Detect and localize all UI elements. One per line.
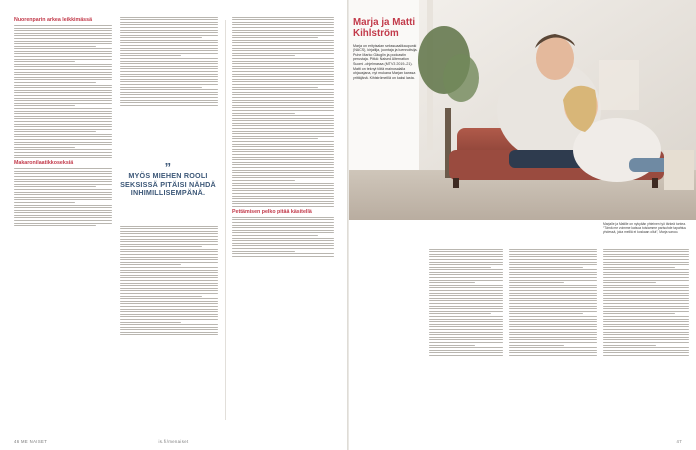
folio-center: is.fi/menaiset (158, 439, 189, 444)
column-divider (225, 20, 226, 420)
body-text-block (120, 226, 218, 336)
column-2-lower (120, 224, 218, 337)
folio-right: 47 (676, 439, 682, 444)
column-2 (120, 15, 218, 107)
body-text-block (603, 249, 689, 356)
body-text-block (232, 17, 334, 207)
body-text-block (429, 249, 503, 356)
right-page (349, 0, 696, 450)
body-text-block (14, 168, 112, 226)
body-text-block (120, 17, 218, 106)
body-text-block (14, 25, 112, 158)
column-3 (232, 15, 334, 258)
body-text-block (509, 249, 597, 356)
column-1 (14, 15, 112, 228)
left-page (0, 0, 347, 450)
profile-title: Marja ja Matti Kihlström (353, 17, 416, 39)
right-column-3 (603, 247, 689, 357)
pull-quote (119, 160, 217, 198)
quote-mark-icon: ” (164, 160, 172, 175)
heading-arjen-leikki: Nuorenparin arkea leikkimässä (14, 17, 93, 23)
heading-makaronilaatikko: Makaronilaatikkoseksiä (14, 160, 74, 167)
right-column-1 (429, 247, 503, 357)
pull-quote-text: MYÖS MIEHEN ROOLI SEKSISSÄ PITÄISI NÄHDÄ INHIMILLISEMPÄNÄ. (120, 171, 216, 198)
heading-pettamisen-pelko: Pettämisen pelko pitää käsitellä (232, 208, 312, 215)
body-text-block (232, 217, 334, 257)
couple-photo (349, 0, 696, 220)
folio-left: 46 ME NAISET (14, 439, 48, 444)
photo-caption (603, 222, 693, 235)
photo-caption-text: Marjalle ja Matille on nykyään yhteinen työ tärkeä tuntea. “Tämä me voimme katsoa toisiamme parisuhde tapahtuu yhdessä, joka meillä ei koskaan ollut”, Marja sanoo. (603, 222, 687, 235)
profile-box (353, 18, 420, 80)
profile-bio: Marja on erityisalan sekssuaalikaupunki (NACS), kirjailija, juontaja ja luennoitsija. Puhe Marko Gäuglin ja podcastin perustaja. Pitkä: Naised Alternation Suomi -ohjelmassa (MTV3 2019–21). Matti on teknyt töitä mainosalalla ohjausjana, nyt mukana Marjan kanssa yrittäjänä. Kihlströmeillä on kaksi lasta. (353, 43, 418, 80)
right-column-2 (509, 247, 597, 357)
